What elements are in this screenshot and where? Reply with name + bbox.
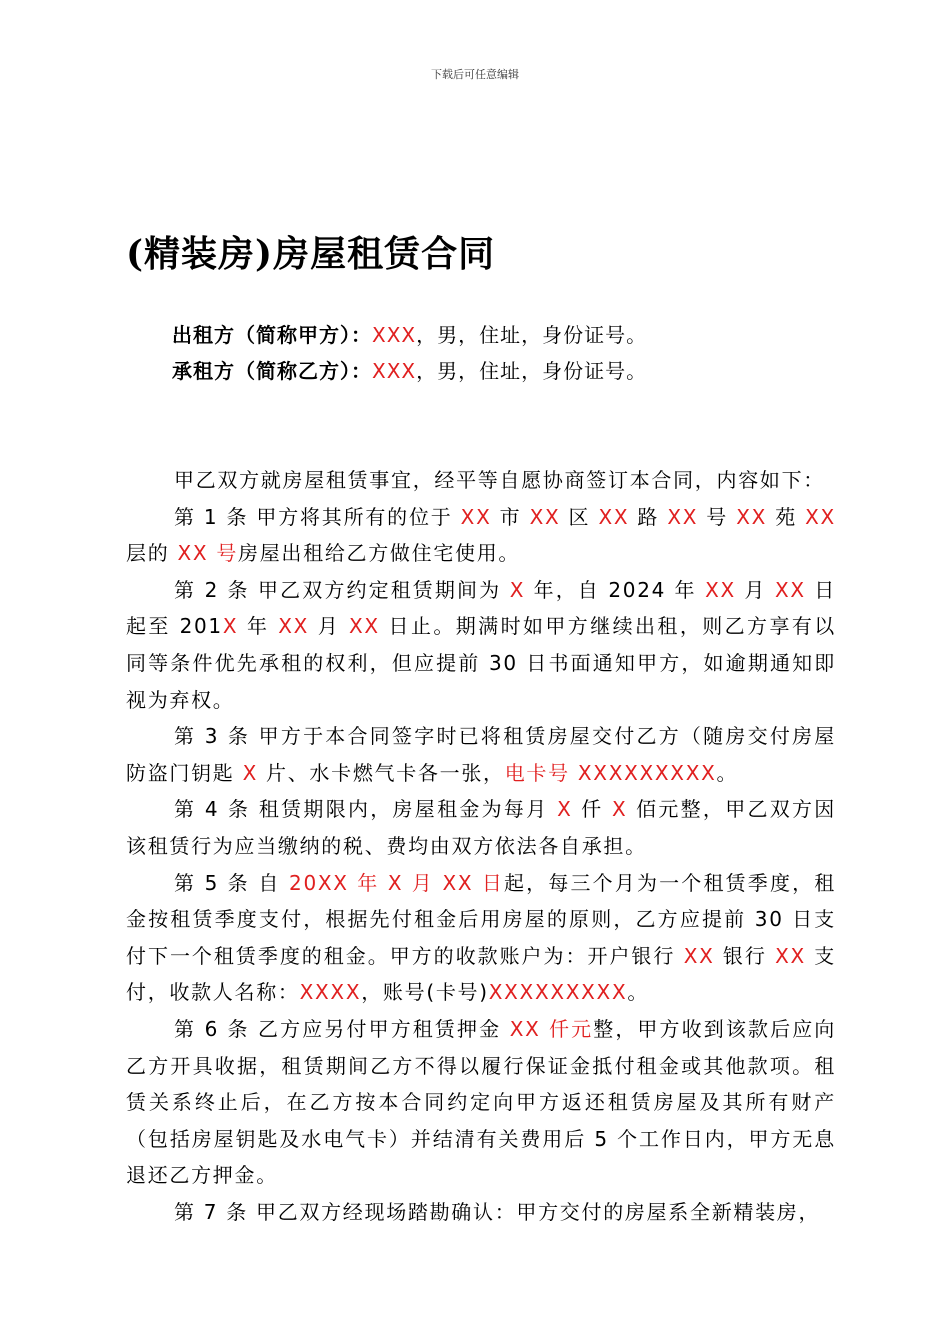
clause-text: 年 [238,614,279,639]
placeholder-text: XX [775,943,806,968]
placeholder-text: XX [598,504,630,529]
document-title: (精装房)房屋租赁合同 [126,233,496,275]
clause-text: 佰元整，甲乙双方因该租赁行为应当缴纳的税、费均由双方依法各自承担。 [126,797,836,858]
clause-text: 第 3 条 甲方于本合同签字时已将租赁房屋交付乙方（随房交付房屋防盗门钥匙 [126,724,836,785]
clause-text: 第 7 条 甲乙双方经现场踏勘确认：甲方交付的房屋系全新精装房， [174,1199,821,1224]
clause-text: 苑 [767,504,806,529]
lessor-line [172,319,647,351]
clause-text: 区 [560,504,599,529]
placeholder-text: XX 仟元 [509,1016,594,1041]
clause-text: 。 [627,980,650,1005]
placeholder-text: XX [683,943,715,968]
clause-text: 片、水卡燃气卡各一张， [257,760,505,785]
lessee-name: XXX [372,359,417,383]
placeholder-text: XXXXXXXXX [488,980,628,1005]
placeholder-text: XX [805,504,836,529]
placeholder-text: XX [705,577,736,602]
clause-text: 第 1 条 甲方将其所有的位于 [174,504,461,529]
clause-paragraph [126,791,836,864]
clause-text: 第 2 条 甲乙双方约定租赁期间为 [174,577,510,602]
lessor-name: XXX [372,323,417,347]
placeholder-text: X [557,797,573,822]
lessee-line [172,355,647,387]
placeholder-text: XX [348,614,380,639]
lessor-label: 出租方（简称甲方）： [172,323,372,347]
clause-text: 号 [698,504,737,529]
clause-paragraph [126,572,836,718]
clause-paragraph [126,1011,836,1194]
placeholder-text: X [612,797,628,822]
lessee-details: ，男，住址，身份证号。 [416,359,648,383]
clause-text: 房屋出租给乙方做住宅使用。 [238,541,521,566]
clause-text: ，账号(卡号) [361,980,489,1005]
clause-text: 甲乙双方就房屋租赁事宜，经平等自愿协商签订本合同，内容如下： [174,468,825,492]
clause-text: 起，每三个月为一个租赁季度，租金按租赁季度支付，根据先付租金后用房屋的原则，乙方应提前 30 日支付下一个租赁季度的租金。甲方的收款账户为：开户银行 [126,870,836,968]
lessor-details: ，男，住址，身份证号。 [416,323,648,347]
clause-text: 月 [735,577,775,602]
placeholder-text: XX 号 [177,541,239,566]
placeholder-text: XX [529,504,561,529]
clause-text: 路 [629,504,668,529]
clause-paragraph [126,718,836,791]
placeholder-text: XX [775,577,806,602]
clause-paragraph [126,1194,836,1231]
contract-body [126,462,836,1230]
placeholder-text: X [509,577,526,602]
clause-text: 日止。期满时如甲方继续出租，则乙方享有以同等条件优先承租的权利，但应提前 30 日书面通知甲方，如逾期通知即视为弃权。 [126,614,836,712]
clause-text: 整，甲方收到该款后应向乙方开具收据，租赁期间乙方不得以履行保证金抵付租金或其他款项。租赁关系终止后，在乙方按本合同约定向甲方返还租赁房屋及其所有财产（包括房屋钥匙及水电气卡）并结清有关费用后 5 个工作日内，甲方无息退还乙方押金。 [126,1016,837,1188]
clause-paragraph [126,865,836,1011]
placeholder-text: XX [278,614,310,639]
clause-text: 市 [491,504,530,529]
clause-text: 第 4 条 租赁期限内，房屋租金为每月 [174,797,558,822]
clause-text: 支付，收款人名称： [126,943,837,1005]
placeholder-text: XXXX [299,980,362,1005]
clause-text: 仟 [572,797,613,822]
clause-text: 第 6 条 乙方应另付甲方租赁押金 [174,1016,510,1041]
placeholder-text: X [242,760,258,785]
clause-paragraph [126,499,836,572]
lessee-label: 承租方（简称乙方）： [172,359,372,383]
placeholder-text: X [222,614,239,639]
placeholder-text: 电卡号 XXXXXXXXX [504,760,717,785]
clause-text: 层的 [126,541,178,566]
header-note: 下载后可任意编辑 [431,68,519,81]
clause-text: 年，自 2024 年 [525,577,706,602]
clause-text: 月 [309,614,349,639]
clause-text: 日起至 201 [126,577,836,639]
intro-paragraph [126,462,836,499]
placeholder-text: XX [667,504,699,529]
clause-text: 第 5 条 自 [174,870,290,895]
clause-text: 银行 [714,943,776,968]
clause-text: 。 [716,760,739,785]
placeholder-text: XX [736,504,768,529]
placeholder-text: XX [460,504,492,529]
placeholder-text: 20XX 年 X 月 XX 日 [289,870,504,895]
